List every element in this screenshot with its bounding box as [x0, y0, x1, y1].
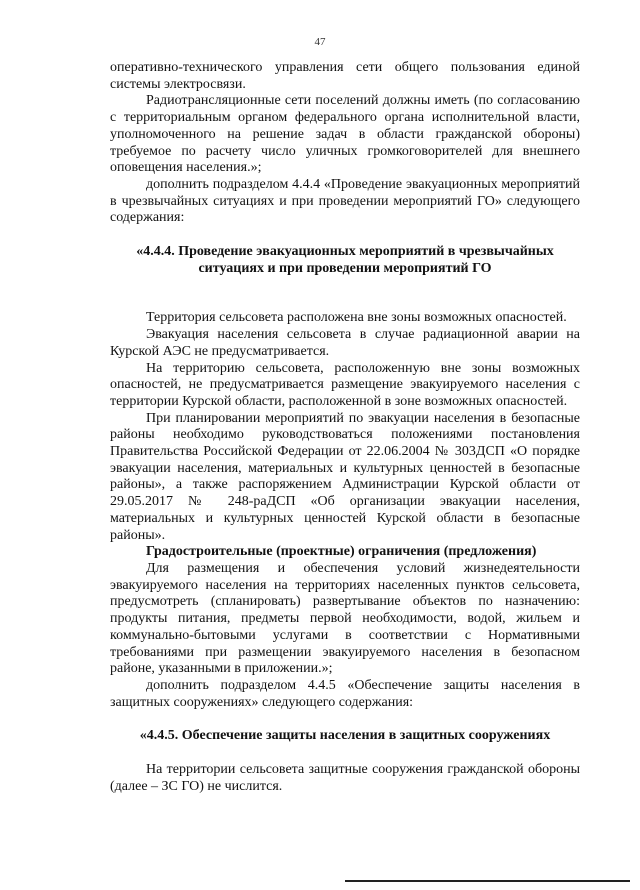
subsection-heading: Градостроительные (проектные) ограничения (предложения) [146, 544, 537, 560]
paragraph: Эвакуация населения сельсовета в случае радиационной аварии на Курской АЭС не предусматривается. [110, 327, 580, 359]
paragraph: дополнить подразделом 4.4.5 «Обеспечение защиты населения в защитных сооружениях» следующего содержания: [110, 677, 580, 710]
bottom-rule [345, 880, 630, 882]
document-body [110, 60, 580, 795]
page-number: 47 [314, 36, 326, 48]
paragraph: На территорию сельсовета, расположенную вне зоны возможных опасностей, не предусматривается размещение эвакуируемого населения с территории Курской области, расположенной в зоне возможных опасностей. [110, 360, 580, 409]
paragraph: На территории сельсовета защитные сооружения гражданской обороны (далее – ЗС ГО) не числится. [110, 762, 580, 794]
paragraph: Территория сельсовета расположена вне зоны возможных опасностей. [146, 310, 567, 326]
paragraph: Радиотрансляционные сети поселений должны иметь (по согласованию с территориальным органом федерального органа исполнительной власти, уполномоченного на решение задач в области гражданской обороны) требуемое по расчету число уличных громкоговорителей для внешнего оповещения населения.»; [110, 93, 580, 176]
section-heading-4-4-5: «4.4.5. Обеспечение защиты населения в защитных сооружениях [139, 728, 551, 744]
paragraph: дополнить подразделом 4.4.4 «Проведение эвакуационных мероприятий в чрезвычайных ситуациях и при проведении мероприятий ГО» следующего содержания: [110, 176, 580, 226]
paragraph: При планировании мероприятий по эвакуации населения в безопасные районы необходимо руководствоваться положениями постановления Правительства Российской Федерации от 22.06.2004 № 303ДСП «О порядке эвакуации населения, материальных и культурных ценностей в безопасные районы», а также распоряжением Администрации Курской области от 29.05.2017 № 248-раДСП «Об организации эвакуации населения, материальных и культурных ценностей Курской области в безопасные районы». [110, 410, 580, 543]
section-heading-4-4-4: «4.4.4. Проведение эвакуационных мероприятий в чрезвычайных ситуациях и при проведении мероприятий ГО [136, 244, 554, 276]
paragraph: оперативно-технического управления сети общего пользования единой системы электросвязи. [110, 60, 580, 92]
paragraph: Для размещения и обеспечения условий жизнедеятельности эвакуируемого населения на территориях населенных пунктов сельсовета, предусмотреть (спланировать) развертывание объектов по назначению: продукты питания, предметы первой необходимости, водой, жильем и коммунально-бытовыми услугами в соответствии с Нормативными требованиями при размещении эвакуируемого населения в безопасном районе, указанными в приложении.»; [110, 560, 580, 677]
